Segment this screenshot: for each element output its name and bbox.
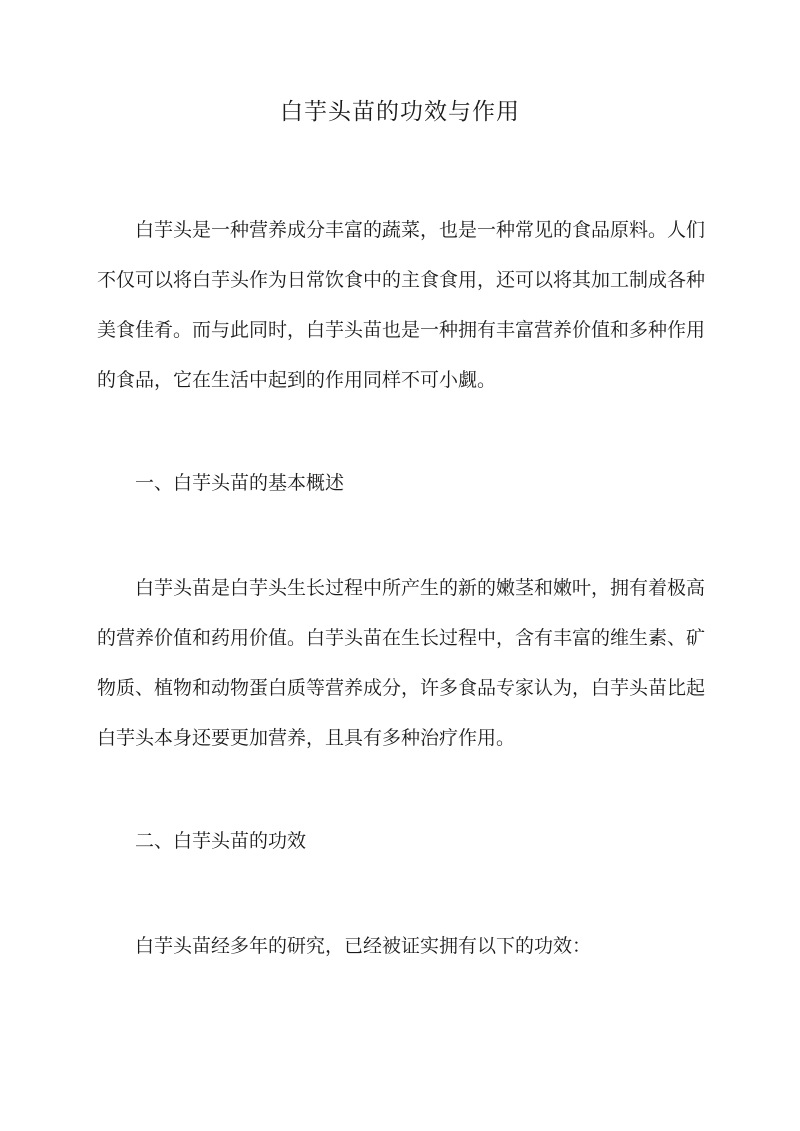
document-title: 白芋头苗的功效与作用 — [280, 99, 520, 125]
paragraph-line: 白芋头苗经多年的研究，已经被证实拥有以下的功效： — [135, 935, 592, 957]
overview-paragraph — [97, 563, 705, 763]
paragraph-line: 不仅可以将白芋头作为日常饮食中的主食食用，还可以将其加工制成各种 — [97, 269, 705, 291]
section-heading-benefits: 二、白芋头苗的功效 — [135, 830, 307, 852]
paragraph-line: 的食品，它在生活中起到的作用同样不可小觑。 — [97, 369, 497, 391]
paragraph-line: 物质、植物和动物蛋白质等营养成分，许多食品专家认为，白芋头苗比起 — [97, 677, 705, 699]
benefits-paragraph — [97, 921, 705, 971]
paragraph-line: 白芋头本身还要更加营养，且具有多种治疗作用。 — [97, 727, 516, 749]
intro-paragraph — [97, 205, 705, 405]
section-heading-overview: 一、白芋头苗的基本概述 — [135, 472, 345, 494]
paragraph-line: 白芋头是一种营养成分丰富的蔬菜，也是一种常见的食品原料。人们 — [135, 219, 705, 241]
paragraph-line: 的营养价值和药用价值。白芋头苗在生长过程中，含有丰富的维生素、矿 — [97, 627, 705, 649]
paragraph-line: 美食佳肴。而与此同时，白芋头苗也是一种拥有丰富营养价值和多种作用 — [97, 319, 705, 341]
paragraph-line: 白芋头苗是白芋头生长过程中所产生的新的嫩茎和嫩叶，拥有着极高 — [135, 577, 705, 599]
